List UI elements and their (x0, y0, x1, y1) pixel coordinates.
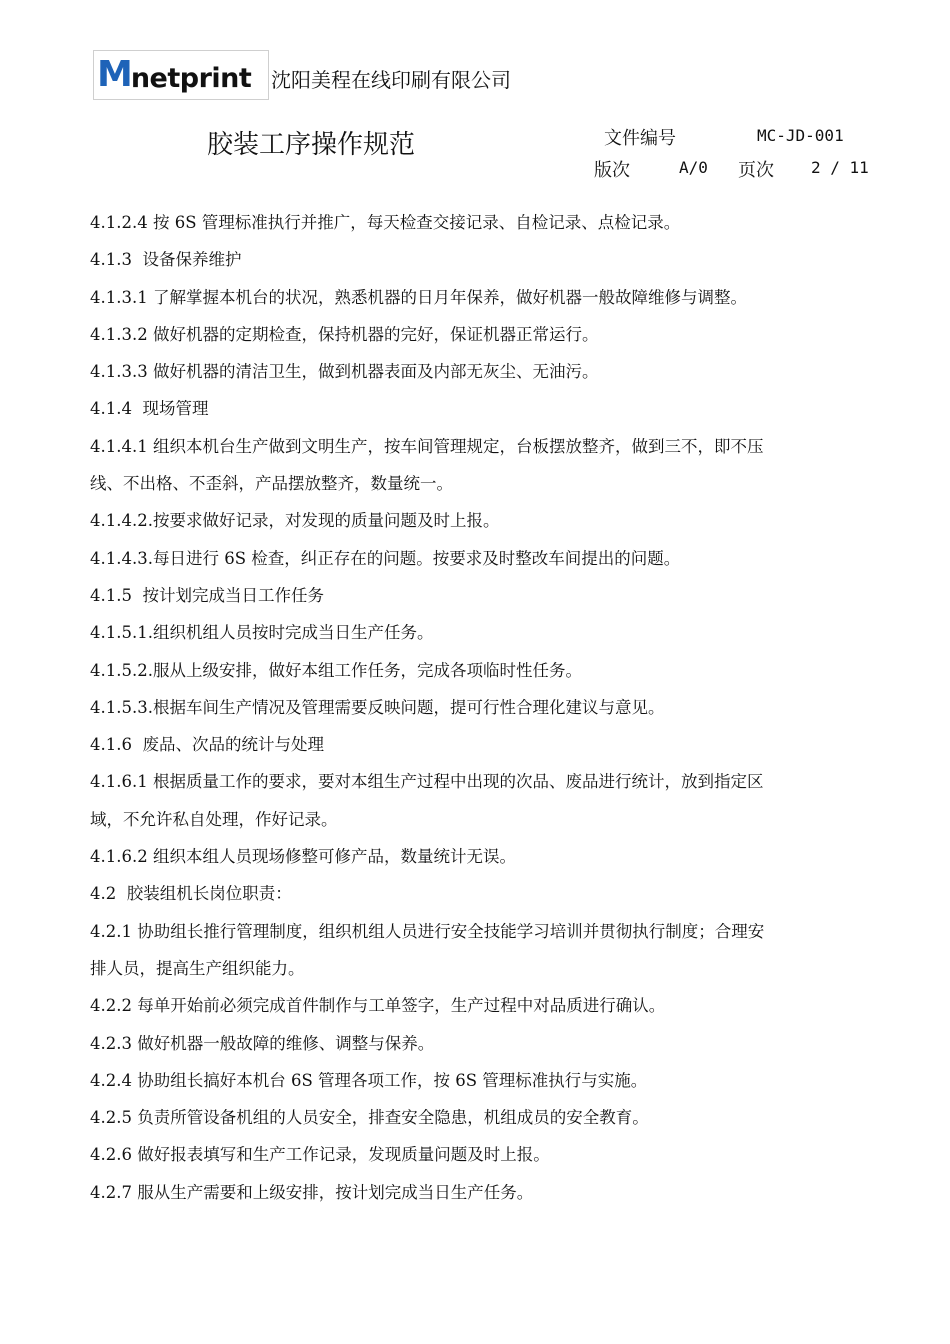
body-line: 4.1.4.3.每日进行 6S 检查，纠正存在的问题。按要求及时整改车间提出的问题。 (90, 548, 681, 568)
company-name: 沈阳美程在线印刷有限公司 (271, 68, 511, 92)
document-body (90, 204, 876, 1211)
section-heading: 4.2 胶装组机长岗位职责： (90, 884, 292, 904)
body-line: 4.1.5.3.根据车间生产情况及管理需要反映问题，提可行性合理化建议与意见。 (90, 697, 665, 717)
company-logo (93, 50, 269, 100)
doc-number-value: MC-JD-001 (757, 126, 844, 145)
body-line: 4.1.4.1 组织本机台生产做到文明生产，按车间管理规定，台板摆放整齐，做到三不，即不压 (90, 436, 764, 456)
section-heading: 4.1.3 设备保养维护 (90, 250, 242, 270)
body-line: 4.2.6 做好报表填写和生产工作记录，发现质量问题及时上报。 (90, 1145, 550, 1165)
body-line: 4.1.2.4 按 6S 管理标准执行并推广，每天检查交接记录、自检记录、点检记录。 (90, 213, 681, 232)
section-heading: 4.1.4 现场管理 (90, 399, 209, 419)
body-line: 线、不出格、不歪斜，产品摆放整齐，数量统一。 (90, 474, 453, 494)
page-number: 2 / 11 (811, 158, 869, 177)
body-line: 4.2.4 协助组长搞好本机台 6S 管理各项工作，按 6S 管理标准执行与实施。 (90, 1070, 648, 1090)
document-title: 胶装工序操作规范 (207, 130, 416, 160)
body-line: 4.2.7 服从生产需要和上级安排，按计划完成当日生产任务。 (90, 1182, 534, 1202)
body-line: 4.2.5 负责所管设备机组的人员安全，排查安全隐患，机组成员的安全教育。 (90, 1108, 649, 1128)
version-label: 版次 (594, 160, 630, 181)
body-line: 4.1.3.2 做好机器的定期检查，保持机器的完好，保证机器正常运行。 (90, 324, 599, 344)
page-label: 页次 (738, 160, 774, 181)
body-line: 4.2.1 协助组长推行管理制度，组织机组人员进行安全技能学习培训并贯彻执行制度；合理安 (90, 921, 765, 941)
body-line: 4.1.6.1 根据质量工作的要求，要对本组生产过程中出现的次品、废品进行统计，放到指定区 (90, 772, 764, 792)
body-line: 4.1.6.2 组织本组人员现场修整可修产品，数量统计无误。 (90, 847, 516, 867)
body-line: 4.1.5.1.组织机组人员按时完成当日生产任务。 (90, 623, 434, 643)
body-line: 4.2.2 每单开始前必须完成首件制作与工单签字，生产过程中对品质进行确认。 (90, 996, 666, 1016)
body-line: 排人员，提高生产组织能力。 (90, 958, 305, 978)
body-line: 4.1.4.2.按要求做好记录，对发现的质量问题及时上报。 (90, 511, 500, 531)
logo-m-glyph: M (97, 54, 131, 95)
body-line: 4.1.3.1 了解掌握本机台的状况，熟悉机器的日月年保养，做好机器一般故障维修与调整。 (90, 287, 747, 307)
body-line: 4.1.5.2.服从上级安排，做好本组工作任务，完成各项临时性任务。 (90, 660, 582, 680)
body-line: 4.2.3 做好机器一般故障的维修、调整与保养。 (90, 1033, 435, 1053)
body-line: 4.1.3.3 做好机器的清洁卫生，做到机器表面及内部无灰尘、无油污。 (90, 362, 599, 382)
doc-number-label: 文件编号 (604, 128, 676, 149)
logo-wordmark: netprint (130, 62, 252, 94)
section-heading: 4.1.5 按计划完成当日工作任务 (90, 585, 324, 605)
body-line: 域，不允许私自处理，作好记录。 (90, 809, 338, 829)
version-value: A/0 (679, 158, 708, 177)
section-heading: 4.1.6 废品、次品的统计与处理 (90, 735, 324, 755)
